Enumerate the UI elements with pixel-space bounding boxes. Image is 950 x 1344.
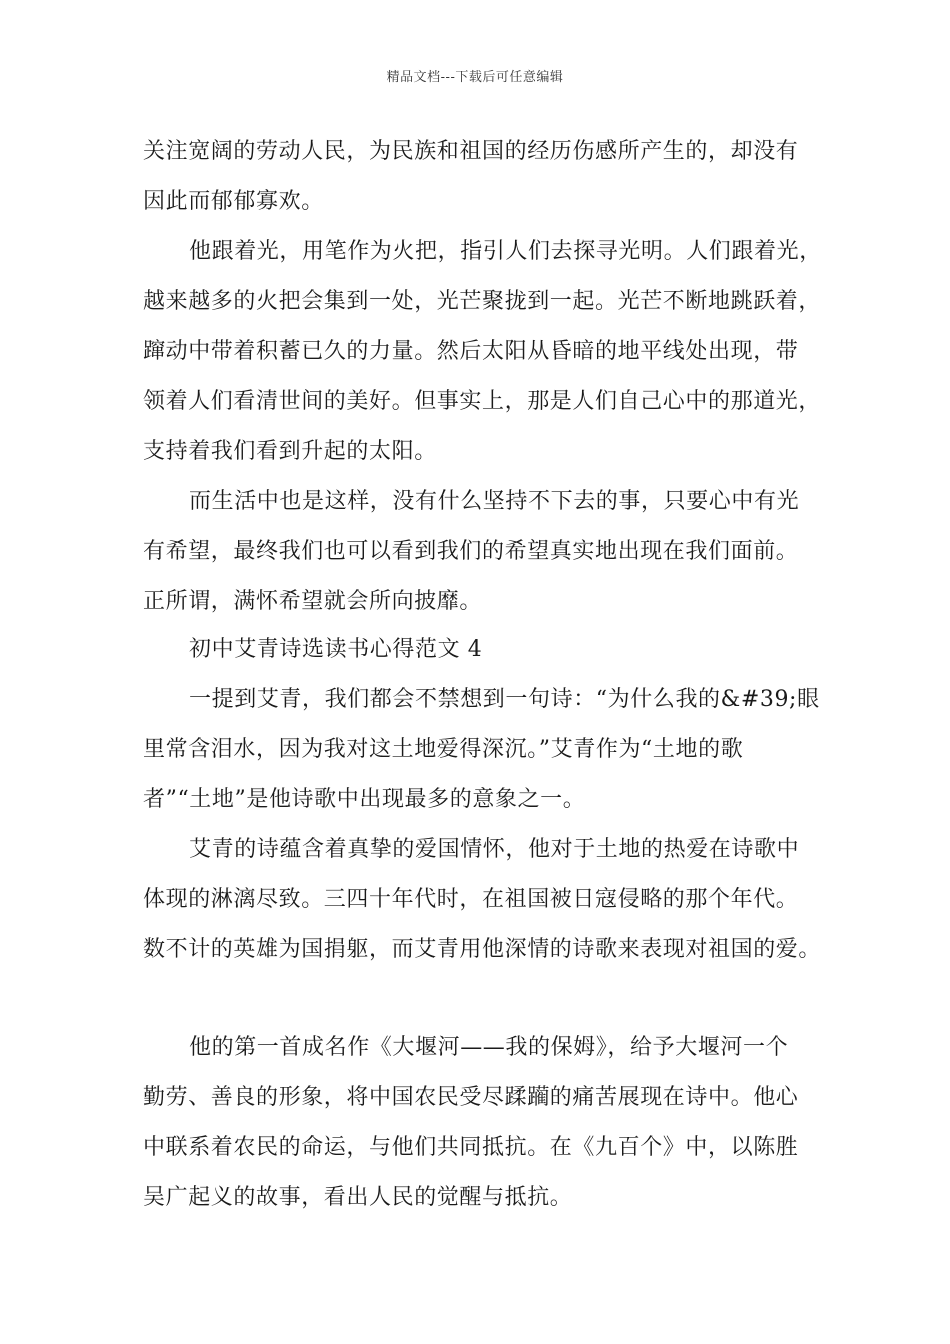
text-line: 数不计的英雄为国捐躯，而艾青用他深情的诗歌来表现对祖国的爱。 bbox=[143, 937, 822, 962]
text-line: 领着人们看清世间的美好。但事实上，那是人们自己心中的那道光， bbox=[143, 389, 822, 414]
text-line: 者”“土地”是他诗歌中出现最多的意象之一。 bbox=[143, 787, 586, 812]
text-line: 吴广起义的故事，看出人民的觉醒与抵抗。 bbox=[143, 1185, 573, 1210]
text-line: 而生活中也是这样，没有什么坚持不下去的事，只要心中有光 bbox=[189, 489, 800, 514]
text-line: 他跟着光，用笔作为火把，指引人们去探寻光明。人们跟着光， bbox=[189, 239, 822, 264]
text-line: 关注宽阔的劳动人民，为民族和祖国的经历伤感所产生的，却没有 bbox=[143, 139, 799, 164]
text-line: 勤劳、善良的形象，将中国农民受尽蹂躏的痛苦展现在诗中。他心 bbox=[143, 1085, 799, 1110]
page-header: 精品文档---下载后可任意编辑 bbox=[386, 70, 564, 85]
text-line: 一提到艾青，我们都会不禁想到一句诗：“为什么我的&#39;眼 bbox=[189, 687, 820, 712]
text-line: 有希望，最终我们也可以看到我们的希望真实地出现在我们面前。 bbox=[143, 539, 799, 564]
text-line: 支持着我们看到升起的太阳。 bbox=[143, 439, 437, 464]
text-line: 艾青的诗蕴含着真挚的爱国情怀，他对于土地的热爱在诗歌中 bbox=[189, 837, 800, 862]
text-line: 正所谓，满怀希望就会所向披靡。 bbox=[143, 589, 483, 614]
text-line: 越来越多的火把会集到一处，光芒聚拢到一起。光芒不断地跳跃着， bbox=[143, 289, 822, 314]
text-line: 里常含泪水，因为我对这土地爱得深沉。”艾青作为“土地的歌 bbox=[143, 737, 744, 762]
text-line: 他的第一首成名作《大堰河——我的保姆》，给予大堰河一个 bbox=[189, 1035, 789, 1060]
text-line: 体现的淋漓尽致。三四十年代时，在祖国被日寇侵略的那个年代。 bbox=[143, 887, 799, 912]
text-line: 蹿动中带着积蓄已久的力量。然后太阳从昏暗的地平线处出现，带 bbox=[143, 339, 799, 364]
text-line: 因此而郁郁寡欢。 bbox=[143, 189, 324, 214]
section-heading: 初中艾青诗选读书心得范文 4 bbox=[189, 637, 483, 662]
text-line: 中联系着农民的命运，与他们共同抵抗。在《九百个》中，以陈胜 bbox=[143, 1135, 799, 1160]
